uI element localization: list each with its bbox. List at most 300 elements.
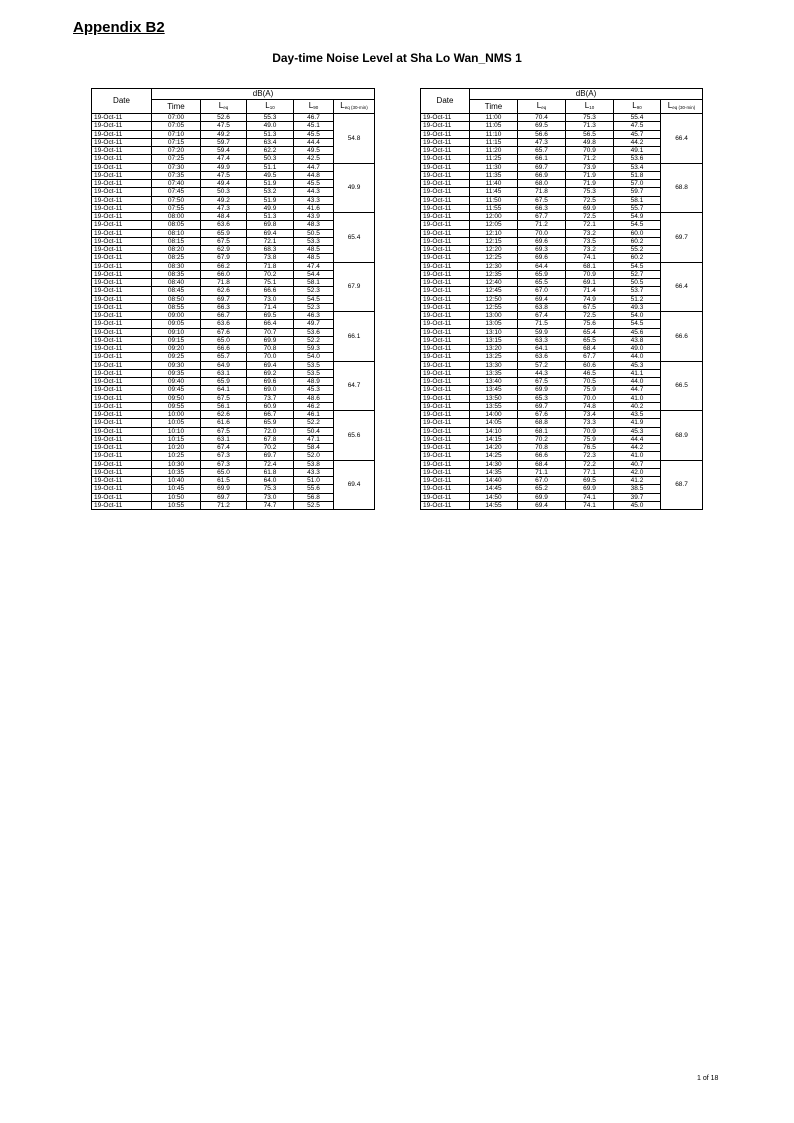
date-cell: 19-Oct-11	[92, 328, 152, 336]
date-cell: 19-Oct-11	[421, 345, 470, 353]
date-cell: 19-Oct-11	[421, 171, 470, 179]
date-cell: 19-Oct-11	[92, 312, 152, 320]
date-cell: 19-Oct-11	[92, 411, 152, 419]
time-cell: 11:55	[470, 204, 518, 212]
l10-cell: 70.9	[566, 427, 614, 435]
table-row	[92, 402, 375, 410]
l90-cell: 41.0	[614, 452, 661, 460]
time-cell: 09:20	[152, 345, 201, 353]
time-cell: 09:35	[152, 369, 201, 377]
time-cell: 09:00	[152, 312, 201, 320]
l10-cell: 61.8	[247, 468, 294, 476]
l90-cell: 46.3	[294, 312, 334, 320]
l90-cell: 52.5	[294, 501, 334, 509]
l90-cell: 44.3	[294, 188, 334, 196]
leq-cell: 70.2	[518, 435, 566, 443]
l90-cell: 45.0	[614, 501, 661, 509]
leq-cell: 67.6	[518, 411, 566, 419]
leq-cell: 70.8	[518, 444, 566, 452]
time-cell: 08:20	[152, 246, 201, 254]
l90-cell: 44.4	[294, 138, 334, 146]
date-cell: 19-Oct-11	[92, 279, 152, 287]
table-row	[92, 444, 375, 452]
date-cell: 19-Oct-11	[421, 386, 470, 394]
leq30-cell: 69.7	[661, 213, 703, 263]
leq-cell: 66.1	[518, 155, 566, 163]
time-cell: 14:15	[470, 435, 518, 443]
date-cell: 19-Oct-11	[421, 262, 470, 270]
leq-cell: 47.4	[201, 155, 247, 163]
date-cell: 19-Oct-11	[421, 138, 470, 146]
table-row	[92, 130, 375, 138]
leq-cell: 59.7	[201, 138, 247, 146]
date-cell: 19-Oct-11	[92, 270, 152, 278]
leq-cell: 49.9	[201, 163, 247, 171]
l90-cell: 44.0	[614, 353, 661, 361]
date-cell: 19-Oct-11	[421, 254, 470, 262]
l10-cell: 75.3	[566, 114, 614, 122]
l90-cell: 40.7	[614, 460, 661, 468]
date-cell: 19-Oct-11	[421, 394, 470, 402]
date-cell: 19-Oct-11	[421, 180, 470, 188]
l10-cell: 72.5	[566, 312, 614, 320]
l90-cell: 52.2	[294, 419, 334, 427]
table-row	[92, 163, 375, 171]
table-row	[421, 155, 703, 163]
time-cell: 09:05	[152, 320, 201, 328]
table-row	[421, 303, 703, 311]
leq-cell: 65.9	[201, 229, 247, 237]
leq-cell: 67.9	[201, 254, 247, 262]
l10-cell: 71.2	[566, 155, 614, 163]
time-cell: 14:35	[470, 468, 518, 476]
l10-cell: 65.5	[566, 336, 614, 344]
leq-cell: 68.1	[518, 427, 566, 435]
l10-header: $L_{10}$	[566, 100, 614, 114]
date-cell: 19-Oct-11	[92, 130, 152, 138]
table-row	[421, 427, 703, 435]
leq-cell: 64.1	[518, 345, 566, 353]
l90-cell: 43.3	[294, 468, 334, 476]
date-cell: 19-Oct-11	[92, 287, 152, 295]
date-cell: 19-Oct-11	[92, 435, 152, 443]
table-row	[421, 336, 703, 344]
l10-cell: 75.9	[566, 386, 614, 394]
leq-cell: 67.7	[518, 213, 566, 221]
leq-cell: 68.4	[518, 460, 566, 468]
date-header: Date	[421, 89, 470, 114]
leq-cell: 67.0	[518, 477, 566, 485]
table-row	[421, 163, 703, 171]
table-row	[421, 361, 703, 369]
l90-cell: 43.8	[614, 336, 661, 344]
date-cell: 19-Oct-11	[421, 444, 470, 452]
date-cell: 19-Oct-11	[421, 312, 470, 320]
date-header: Date	[92, 89, 152, 114]
table-row	[92, 204, 375, 212]
leq30-cell: 66.4	[661, 114, 703, 164]
l10-cell: 69.5	[566, 477, 614, 485]
leq-cell: 69.9	[201, 485, 247, 493]
date-cell: 19-Oct-11	[92, 369, 152, 377]
date-cell: 19-Oct-11	[92, 320, 152, 328]
l90-cell: 46.1	[294, 411, 334, 419]
time-cell: 10:45	[152, 485, 201, 493]
l90-cell: 48.3	[294, 221, 334, 229]
date-cell: 19-Oct-11	[92, 386, 152, 394]
time-cell: 07:10	[152, 130, 201, 138]
l10-cell: 53.2	[247, 188, 294, 196]
time-cell: 08:15	[152, 237, 201, 245]
l90-cell: 57.0	[614, 180, 661, 188]
leq-cell: 63.6	[201, 221, 247, 229]
leq-cell: 66.7	[201, 312, 247, 320]
l90-cell: 55.7	[614, 204, 661, 212]
leq-cell: 61.6	[201, 419, 247, 427]
time-cell: 10:10	[152, 427, 201, 435]
table-row	[92, 262, 375, 270]
leq-cell: 63.6	[518, 353, 566, 361]
table-row	[92, 138, 375, 146]
l90-cell: 49.7	[294, 320, 334, 328]
date-cell: 19-Oct-11	[92, 254, 152, 262]
leq-cell: 69.4	[518, 295, 566, 303]
time-cell: 10:30	[152, 460, 201, 468]
date-cell: 19-Oct-11	[92, 188, 152, 196]
l90-cell: 45.3	[614, 361, 661, 369]
date-cell: 19-Oct-11	[92, 485, 152, 493]
l10-cell: 77.1	[566, 468, 614, 476]
leq-cell: 68.0	[518, 180, 566, 188]
leq-cell: 50.3	[201, 188, 247, 196]
appendix-heading: Appendix B2	[73, 19, 165, 36]
l90-cell: 53.6	[614, 155, 661, 163]
l10-cell: 60.9	[247, 402, 294, 410]
leq30-cell: 68.8	[661, 163, 703, 213]
date-cell: 19-Oct-11	[421, 468, 470, 476]
leq-cell: 69.9	[518, 493, 566, 501]
time-cell: 10:40	[152, 477, 201, 485]
table-row	[421, 221, 703, 229]
l90-cell: 58.4	[294, 444, 334, 452]
time-cell: 12:35	[470, 270, 518, 278]
leq-cell: 47.3	[201, 204, 247, 212]
leq-cell: 71.8	[201, 279, 247, 287]
l10-cell: 46.5	[566, 369, 614, 377]
table-row	[421, 171, 703, 179]
leq-cell: 63.8	[518, 303, 566, 311]
l90-cell: 45.7	[614, 130, 661, 138]
l90-cell: 45.3	[614, 427, 661, 435]
leq-cell: 67.6	[201, 328, 247, 336]
table-row	[92, 394, 375, 402]
date-cell: 19-Oct-11	[421, 114, 470, 122]
leq-cell: 71.5	[518, 320, 566, 328]
table-row	[92, 345, 375, 353]
l90-cell: 53.7	[614, 287, 661, 295]
l90-cell: 54.0	[614, 312, 661, 320]
leq-cell: 65.0	[201, 468, 247, 476]
l10-header: $L_{10}$	[247, 100, 294, 114]
l90-cell: 54.4	[294, 270, 334, 278]
l10-cell: 75.9	[566, 435, 614, 443]
l10-cell: 60.6	[566, 361, 614, 369]
date-cell: 19-Oct-11	[92, 345, 152, 353]
leq-cell: 67.4	[518, 312, 566, 320]
leq-cell: 65.9	[201, 378, 247, 386]
table-row	[421, 279, 703, 287]
time-cell: 08:45	[152, 287, 201, 295]
l10-cell: 67.5	[566, 303, 614, 311]
leq-cell: 69.6	[518, 254, 566, 262]
leq-cell: 68.8	[518, 419, 566, 427]
table-row	[92, 501, 375, 509]
time-cell: 09:50	[152, 394, 201, 402]
leq-cell: 69.5	[518, 122, 566, 130]
time-cell: 13:10	[470, 328, 518, 336]
l90-cell: 53.6	[294, 328, 334, 336]
l10-cell: 51.1	[247, 163, 294, 171]
l90-cell: 43.5	[614, 411, 661, 419]
table-row	[421, 254, 703, 262]
l90-header: $L_{90}$	[294, 100, 334, 114]
time-cell: 09:15	[152, 336, 201, 344]
l10-cell: 68.1	[566, 262, 614, 270]
leq-cell: 67.5	[201, 427, 247, 435]
leq30-cell: 67.9	[334, 262, 375, 312]
time-cell: 08:40	[152, 279, 201, 287]
leq-cell: 48.4	[201, 213, 247, 221]
date-cell: 19-Oct-11	[421, 477, 470, 485]
l90-cell: 44.2	[614, 138, 661, 146]
table-row	[92, 196, 375, 204]
l90-cell: 51.2	[614, 295, 661, 303]
date-cell: 19-Oct-11	[421, 155, 470, 163]
l90-cell: 50.5	[294, 229, 334, 237]
leq30-cell: 66.6	[661, 312, 703, 362]
leq-cell: 71.8	[518, 188, 566, 196]
leq-cell: 56.1	[201, 402, 247, 410]
table-row	[92, 485, 375, 493]
leq-cell: 67.3	[201, 452, 247, 460]
leq-cell: 69.9	[518, 386, 566, 394]
time-cell: 07:20	[152, 147, 201, 155]
date-cell: 19-Oct-11	[421, 246, 470, 254]
l10-cell: 72.5	[566, 196, 614, 204]
time-cell: 13:45	[470, 386, 518, 394]
time-cell: 14:00	[470, 411, 518, 419]
l10-cell: 66.6	[247, 287, 294, 295]
time-cell: 08:50	[152, 295, 201, 303]
table-row	[421, 312, 703, 320]
table-row	[421, 246, 703, 254]
page-title: Day-time Noise Level at Sha Lo Wan_NMS 1	[272, 51, 522, 65]
l10-cell: 73.3	[566, 419, 614, 427]
time-cell: 10:20	[152, 444, 201, 452]
table-row	[421, 378, 703, 386]
l90-cell: 55.4	[614, 114, 661, 122]
l10-cell: 66.4	[247, 320, 294, 328]
date-cell: 19-Oct-11	[92, 394, 152, 402]
table-row	[92, 336, 375, 344]
leq30-cell: 66.1	[334, 312, 375, 362]
l10-cell: 49.8	[566, 138, 614, 146]
leq-cell: 66.0	[201, 270, 247, 278]
l90-cell: 60.2	[614, 237, 661, 245]
time-cell: 12:45	[470, 287, 518, 295]
l10-cell: 64.0	[247, 477, 294, 485]
table-row	[421, 237, 703, 245]
table-row	[421, 320, 703, 328]
l90-cell: 41.6	[294, 204, 334, 212]
table-row	[421, 138, 703, 146]
l10-cell: 62.2	[247, 147, 294, 155]
l10-cell: 65.9	[247, 419, 294, 427]
l90-cell: 53.4	[614, 163, 661, 171]
leq-cell: 64.4	[518, 262, 566, 270]
date-cell: 19-Oct-11	[92, 163, 152, 171]
l90-cell: 44.7	[614, 386, 661, 394]
table-row	[92, 180, 375, 188]
date-cell: 19-Oct-11	[421, 130, 470, 138]
time-cell: 07:15	[152, 138, 201, 146]
l10-cell: 67.8	[247, 435, 294, 443]
l90-cell: 53.3	[294, 237, 334, 245]
l10-cell: 67.7	[566, 353, 614, 361]
leq-cell: 70.4	[518, 114, 566, 122]
leq-cell: 59.4	[201, 147, 247, 155]
l90-cell: 53.5	[294, 361, 334, 369]
leq30-cell: 64.7	[334, 361, 375, 411]
l10-cell: 70.2	[247, 444, 294, 452]
leq-cell: 67.5	[201, 394, 247, 402]
date-cell: 19-Oct-11	[92, 419, 152, 427]
l90-cell: 47.4	[294, 262, 334, 270]
l10-cell: 63.4	[247, 138, 294, 146]
table-row	[421, 485, 703, 493]
date-cell: 19-Oct-11	[92, 122, 152, 130]
l10-cell: 70.7	[247, 328, 294, 336]
time-cell: 12:55	[470, 303, 518, 311]
l10-cell: 73.5	[566, 237, 614, 245]
table-row	[421, 188, 703, 196]
table-row	[92, 361, 375, 369]
l10-cell: 72.4	[247, 460, 294, 468]
date-cell: 19-Oct-11	[92, 204, 152, 212]
leq-cell: 69.7	[518, 163, 566, 171]
time-cell: 10:55	[152, 501, 201, 509]
table-row	[92, 122, 375, 130]
l90-cell: 43.3	[294, 196, 334, 204]
table-row	[421, 369, 703, 377]
time-cell: 08:25	[152, 254, 201, 262]
table-row	[92, 452, 375, 460]
leq-cell: 69.7	[518, 402, 566, 410]
time-cell: 11:45	[470, 188, 518, 196]
time-cell: 09:25	[152, 353, 201, 361]
leq30-header: $L_{eq (30-min)}$	[334, 100, 375, 114]
date-cell: 19-Oct-11	[92, 361, 152, 369]
leq-cell: 47.5	[201, 171, 247, 179]
table-row	[421, 213, 703, 221]
l90-cell: 46.7	[294, 114, 334, 122]
time-cell: 11:35	[470, 171, 518, 179]
l90-cell: 47.1	[294, 435, 334, 443]
table-row	[92, 460, 375, 468]
leq-cell: 65.7	[518, 147, 566, 155]
table-row	[92, 295, 375, 303]
l90-cell: 51.0	[294, 477, 334, 485]
l10-cell: 73.8	[247, 254, 294, 262]
l90-cell: 54.0	[294, 353, 334, 361]
time-cell: 10:50	[152, 493, 201, 501]
leq-cell: 65.5	[518, 279, 566, 287]
date-cell: 19-Oct-11	[92, 303, 152, 311]
l10-cell: 51.9	[247, 180, 294, 188]
date-cell: 19-Oct-11	[421, 221, 470, 229]
leq-cell: 67.5	[201, 237, 247, 245]
time-header: Time	[470, 100, 518, 114]
date-cell: 19-Oct-11	[92, 501, 152, 509]
l10-cell: 72.2	[566, 460, 614, 468]
table-row	[421, 411, 703, 419]
l10-cell: 51.3	[247, 213, 294, 221]
l90-cell: 58.1	[614, 196, 661, 204]
leq-cell: 47.3	[518, 138, 566, 146]
time-cell: 13:55	[470, 402, 518, 410]
date-cell: 19-Oct-11	[421, 188, 470, 196]
time-cell: 12:05	[470, 221, 518, 229]
leq-cell: 44.3	[518, 369, 566, 377]
time-cell: 10:25	[152, 452, 201, 460]
leq-cell: 67.0	[518, 287, 566, 295]
date-cell: 19-Oct-11	[421, 427, 470, 435]
l10-cell: 72.3	[566, 452, 614, 460]
l10-cell: 73.2	[566, 229, 614, 237]
l10-cell: 69.9	[566, 204, 614, 212]
leq30-cell: 49.9	[334, 163, 375, 213]
table-row	[421, 114, 703, 122]
l10-cell: 74.9	[566, 295, 614, 303]
l10-cell: 56.5	[566, 130, 614, 138]
table-row	[421, 394, 703, 402]
date-cell: 19-Oct-11	[92, 138, 152, 146]
time-cell: 10:35	[152, 468, 201, 476]
table-row	[421, 147, 703, 155]
table-row	[92, 477, 375, 485]
table-row	[421, 493, 703, 501]
leq-cell: 66.6	[518, 452, 566, 460]
time-cell: 09:30	[152, 361, 201, 369]
leq-cell: 49.2	[201, 196, 247, 204]
l10-cell: 73.0	[247, 493, 294, 501]
time-cell: 11:40	[470, 180, 518, 188]
time-cell: 13:35	[470, 369, 518, 377]
l10-cell: 71.8	[247, 262, 294, 270]
leq-cell: 63.3	[518, 336, 566, 344]
date-cell: 19-Oct-11	[421, 287, 470, 295]
leq30-cell: 54.8	[334, 114, 375, 164]
l10-cell: 73.2	[566, 246, 614, 254]
time-cell: 10:05	[152, 419, 201, 427]
page-number: 1 of 18	[697, 1075, 719, 1082]
leq-cell: 63.1	[201, 435, 247, 443]
time-cell: 14:45	[470, 485, 518, 493]
l90-cell: 54.5	[294, 295, 334, 303]
time-cell: 12:10	[470, 229, 518, 237]
leq-header: $L_{eq}$	[201, 100, 247, 114]
date-cell: 19-Oct-11	[421, 279, 470, 287]
